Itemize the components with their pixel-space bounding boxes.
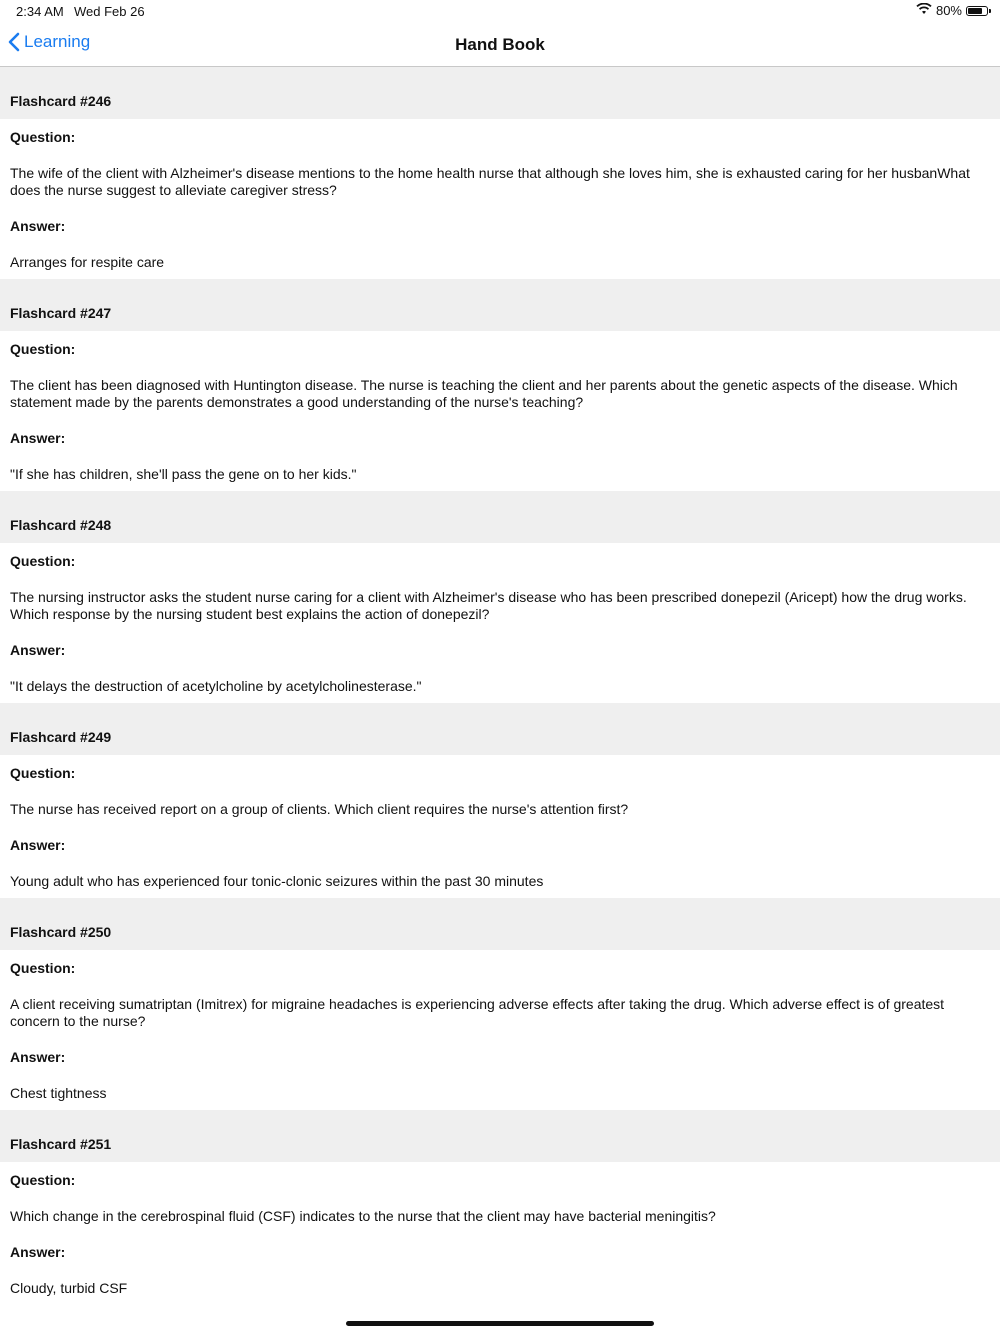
answer-text: Arranges for respite care <box>10 254 165 270</box>
battery-icon <box>966 6 988 16</box>
question-text: The nursing instructor asks the student nurse caring for a client with Alzheimer's disease who has been prescribed donepezil (Aricept) how the drug works. Which response by the nursing student best explains the action of donepezil? <box>10 589 967 622</box>
flashcard <box>0 703 1000 898</box>
answer-label: Answer: <box>10 1049 66 1065</box>
answer-text: "If she has children, she'll pass the gene on to her kids." <box>10 466 357 482</box>
answer-label: Answer: <box>10 430 66 446</box>
answer-text: Chest tightness <box>10 1085 107 1101</box>
question-label: Question: <box>10 1172 76 1188</box>
flashcard-list[interactable] <box>0 67 1000 1305</box>
status-bar <box>0 0 1000 24</box>
answer-text: Young adult who has experienced four tonic-clonic seizures within the past 30 minutes <box>10 873 544 889</box>
wifi-icon <box>916 3 932 18</box>
flashcard <box>0 898 1000 1110</box>
question-label: Question: <box>10 341 76 357</box>
flashcard-body <box>0 755 1000 898</box>
question-text: The nurse has received report on a group of clients. Which client requires the nurse's attention first? <box>10 801 629 817</box>
flashcard-body <box>0 950 1000 1110</box>
question-text: Which change in the cerebrospinal fluid (CSF) indicates to the nurse that the client may have bacterial meningitis? <box>10 1208 716 1224</box>
flashcard-body <box>0 543 1000 703</box>
flashcard-title: Flashcard #246 <box>0 67 1000 119</box>
question-text: A client receiving sumatriptan (Imitrex) for migraine headaches is experiencing adverse effects after taking the drug. Which adverse effect is of greatest concern to the nurse? <box>10 996 945 1029</box>
question-label: Question: <box>10 553 76 569</box>
flashcard-title: Flashcard #251 <box>0 1110 1000 1162</box>
question-text: The client has been diagnosed with Huntington disease. The nurse is teaching the client and her parents about the genetic aspects of the disease. Which statement made by the parents demonstrates a good understanding of the nurse's teaching? <box>10 377 958 410</box>
flashcard-body <box>0 119 1000 279</box>
question-label: Question: <box>10 960 76 976</box>
flashcard-title: Flashcard #250 <box>0 898 1000 950</box>
flashcard-title: Flashcard #248 <box>0 491 1000 543</box>
answer-label: Answer: <box>10 642 66 658</box>
flashcard <box>0 1110 1000 1305</box>
flashcard-title: Flashcard #247 <box>0 279 1000 331</box>
answer-text: "It delays the destruction of acetylcholine by acetylcholinesterase." <box>10 678 422 694</box>
back-button-label: Learning <box>24 32 91 51</box>
question-text: The wife of the client with Alzheimer's disease mentions to the home health nurse that although she loves him, she is exhausted caring for her husbanWhat does the nurse suggest to alleviate caregiver stress? <box>10 165 970 198</box>
navigation-bar <box>0 24 1000 67</box>
flashcard-title: Flashcard #249 <box>0 703 1000 755</box>
status-indicators <box>916 3 988 18</box>
flashcard <box>0 67 1000 279</box>
answer-label: Answer: <box>10 218 66 234</box>
flashcard-body <box>0 331 1000 491</box>
home-indicator[interactable] <box>346 1321 654 1326</box>
answer-label: Answer: <box>10 837 66 853</box>
question-label: Question: <box>10 129 76 145</box>
answer-text: Cloudy, turbid CSF <box>10 1280 128 1296</box>
question-label: Question: <box>10 765 76 781</box>
flashcard-body <box>0 1162 1000 1305</box>
answer-label: Answer: <box>10 1244 66 1260</box>
status-date: Wed Feb 26 <box>74 4 145 19</box>
flashcard <box>0 279 1000 491</box>
status-time: 2:34 AM <box>16 4 64 19</box>
page-title: Hand Book <box>455 35 545 54</box>
battery-fill <box>968 8 982 14</box>
battery-percent: 80% <box>935 3 962 18</box>
flashcard <box>0 491 1000 703</box>
